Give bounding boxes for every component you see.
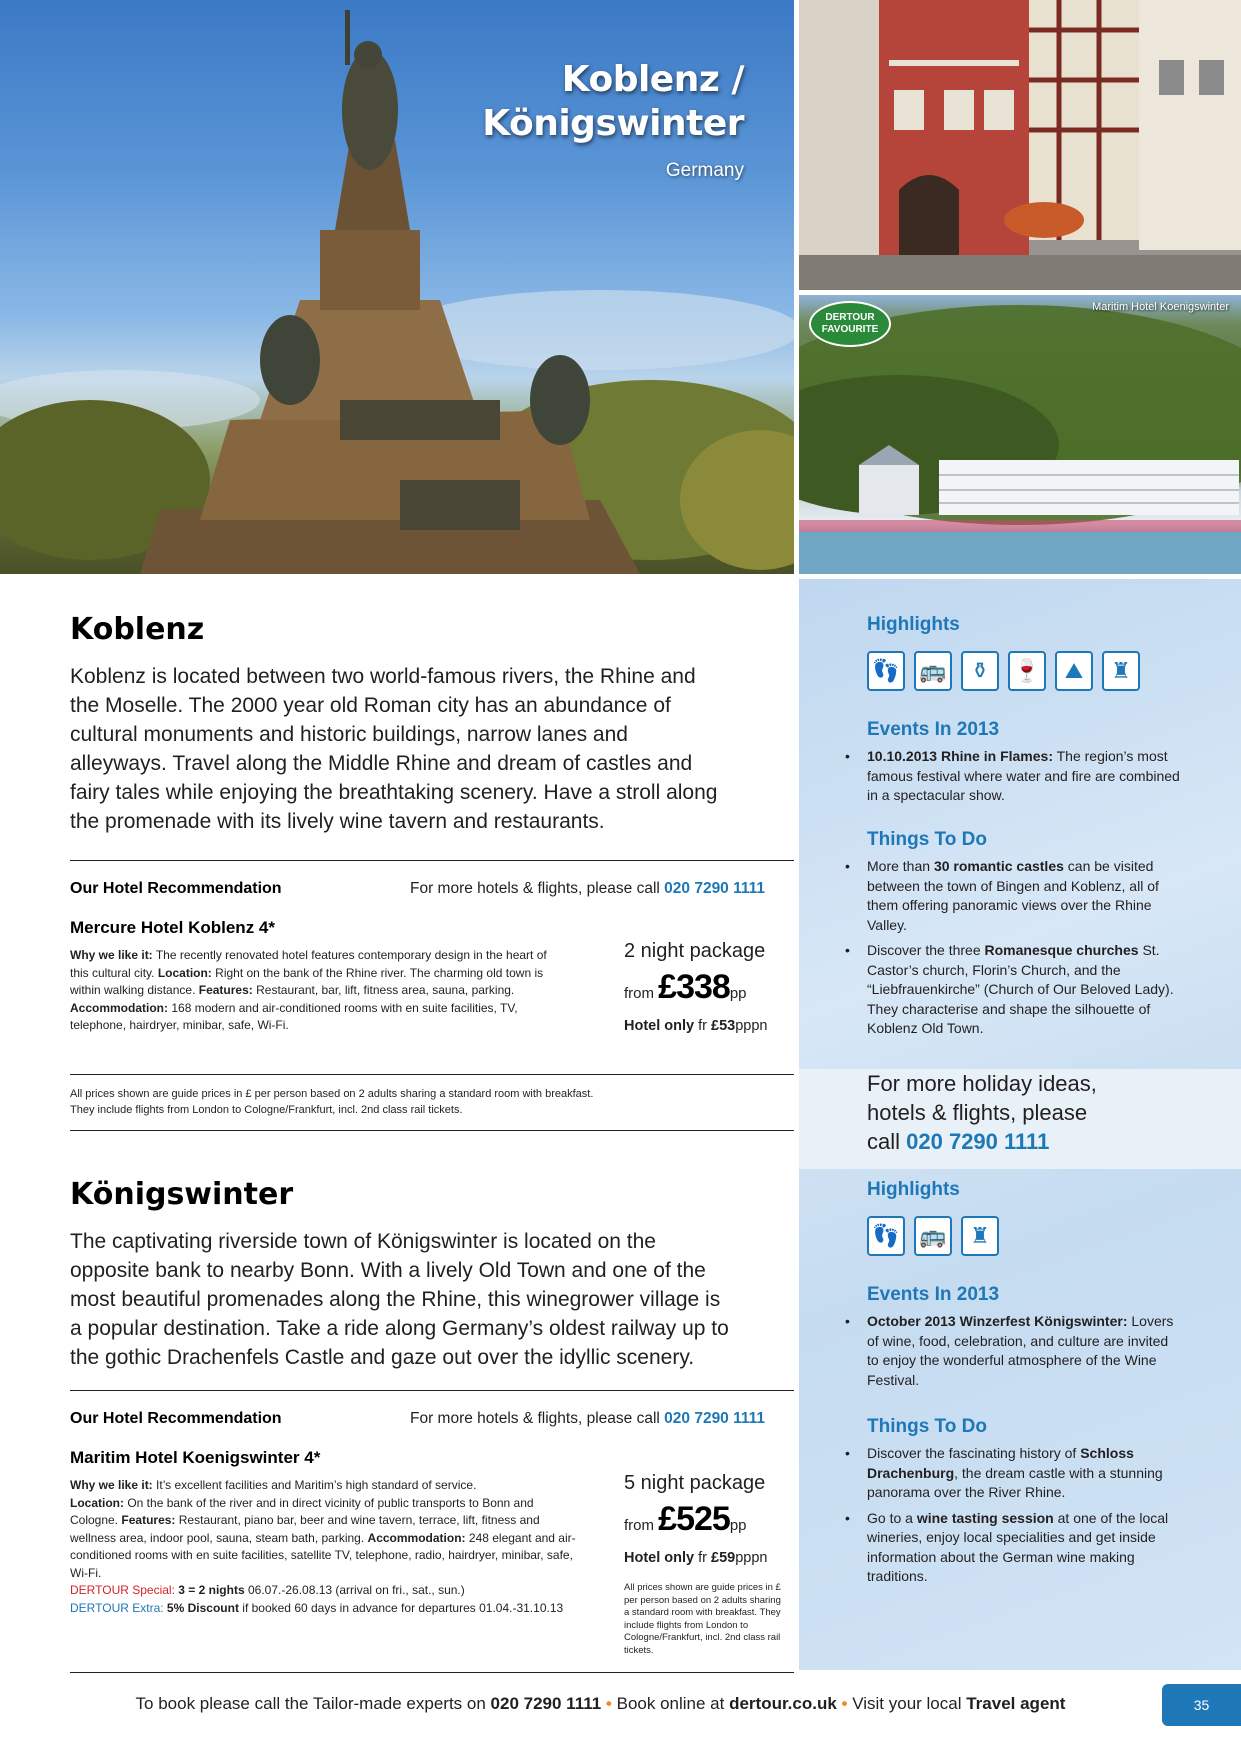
walking-icon: 👣 xyxy=(867,651,905,691)
todo-text: at one of the local wineries, enjoy local specialities and get inside information about the German wine making traditions. xyxy=(867,1509,1169,1584)
things-to-do-list-koenigswinter xyxy=(867,1444,1182,1593)
accommodation-text: 168 modern and air-conditioned rooms with en suite facilities, TV, telephone, hairdryer, minibar, safe, Wi-Fi. xyxy=(70,1000,518,1032)
features-text: Restaurant, bar, lift, fitness area, sauna, parking. xyxy=(256,983,515,997)
footer-website-link[interactable]: dertour.co.uk xyxy=(729,1694,837,1713)
footer xyxy=(0,1694,1241,1714)
fine-print-koblenz xyxy=(70,1087,593,1118)
page-number: 35 xyxy=(1162,1684,1241,1726)
call-phone[interactable]: 020 7290 1111 xyxy=(664,880,766,897)
todo-bold: Romanesque churches xyxy=(984,942,1139,958)
footer-agent: Travel agent xyxy=(966,1694,1066,1713)
extra-bold: 5% Discount xyxy=(166,1600,239,1615)
todo-pre: Go to a xyxy=(867,1509,913,1526)
title-line-koenigswinter: Königswinter xyxy=(482,103,744,144)
hotel-only-value: £53 xyxy=(711,1018,736,1034)
location-text: On the bank of the river and in direct vicinity of public transports to Bonn and Cologne. xyxy=(70,1495,534,1527)
price-unit: pp xyxy=(729,1517,747,1534)
bus-tour-icon: 🚌 xyxy=(914,651,952,691)
why-text: It’s excellent facilities and Maritim’s high standard of service. xyxy=(156,1478,477,1492)
things-to-do-list-koblenz xyxy=(867,857,1182,1045)
todo-pre: More than xyxy=(867,858,931,874)
hotel-only-price xyxy=(624,1550,767,1566)
hero-photo-maritim-hotel xyxy=(799,295,1241,574)
todo-bold: 30 romantic castles xyxy=(933,858,1064,874)
hotel-recommendation-call xyxy=(410,880,765,898)
more-line-1: For more holiday ideas, xyxy=(867,1071,1097,1096)
things-to-do-heading: Things To Do xyxy=(867,1416,987,1437)
bullet-separator: • xyxy=(605,1694,612,1713)
divider xyxy=(70,1130,794,1131)
hotel-description-koenigswinter xyxy=(70,1477,580,1617)
section-title-koblenz: Koblenz xyxy=(70,612,205,647)
event-text: Lovers of wine, food, celebration, and culture are invited to enjoy the wonderful atmosphere of the Wine Festival. xyxy=(867,1313,1174,1388)
call-text: For more hotels & flights, please call xyxy=(410,880,660,897)
todo-text: can be visited between the town of Bingen and Koblenz, all of them offering panoramic views over the Rhine Valley. xyxy=(867,858,1159,933)
bus-tour-icon: 🚌 xyxy=(914,1216,952,1256)
footer-text-1: To book please call the Tailor-made experts on xyxy=(135,1694,486,1713)
more-call-label: call xyxy=(867,1129,901,1154)
accommodation-label: Accommodation: xyxy=(367,1530,466,1545)
list-item xyxy=(867,747,1182,806)
location-label: Location: xyxy=(70,1495,124,1510)
events-heading: Events In 2013 xyxy=(867,1284,1000,1305)
more-line-2: hotels & flights, please xyxy=(867,1100,1088,1125)
event-title: 10.10.2013 Rhine in Flames: xyxy=(867,748,1053,764)
todo-pre: Discover the three xyxy=(867,942,981,958)
event-text: The region’s most famous festival where water and fire are combined in a spectacular show. xyxy=(867,748,1180,803)
section-body-koblenz: Koblenz is located between two world-famous rivers, the Rhine and the Moselle. The 2000 year old Roman city has an abundance of cultural monuments and historic buildings, narrow lanes and alleyways. Travel along the Middle Rhine and dream of castles and fairy tales while enjoying the breathtaking scenery. Have a stroll along the promenade with its lively wine tavern and restaurants. xyxy=(70,665,718,833)
package-price xyxy=(624,1500,747,1539)
hotel-description-koblenz xyxy=(70,947,560,1035)
more-line-3 xyxy=(867,1127,1097,1156)
country-label: Germany xyxy=(665,160,744,181)
price-value: £525 xyxy=(658,1500,730,1538)
hero-photo-town-square xyxy=(799,0,1241,290)
extra-label: DERTOUR Extra: xyxy=(70,1600,164,1615)
hotel-only-unit: pppn xyxy=(735,1018,768,1034)
divider xyxy=(70,1672,794,1673)
list-item xyxy=(867,857,1182,935)
events-list-koenigswinter xyxy=(867,1312,1182,1396)
accommodation-text: 248 elegant and air-conditioned rooms with en suite facilities, satellite TV, telephone, radio, hairdryer, minibar, safe, Wi-Fi. xyxy=(70,1530,576,1580)
hotel-recommendation-call xyxy=(410,1410,765,1428)
package-price xyxy=(624,968,747,1007)
landscape-icon: ⛰ xyxy=(1055,651,1093,691)
list-item xyxy=(867,1509,1182,1587)
title-line-koblenz: Koblenz / xyxy=(561,59,744,100)
list-item xyxy=(867,1444,1182,1503)
hotel-only-value: £59 xyxy=(711,1550,736,1566)
divider xyxy=(70,1074,794,1075)
events-heading: Events In 2013 xyxy=(867,719,1000,740)
more-phone[interactable]: 020 7290 1111 xyxy=(906,1129,1050,1154)
accommodation-label: Accommodation: xyxy=(70,1000,169,1015)
features-label: Features: xyxy=(198,983,253,997)
divider xyxy=(70,1390,794,1391)
walking-icon: 👣 xyxy=(867,1216,905,1256)
castle-icon: ♜ xyxy=(961,1216,999,1256)
bullet-separator: • xyxy=(841,1694,848,1713)
price-value: £338 xyxy=(658,968,730,1006)
town-square-illustration xyxy=(799,0,1241,290)
special-text: 06.07.-26.08.13 (arrival on fri., sat., sun.) xyxy=(247,1583,465,1597)
highlights-heading: Highlights xyxy=(867,1179,960,1200)
why-label: Why we like it: xyxy=(70,948,153,962)
castle-icon: ♜ xyxy=(1102,651,1140,691)
todo-bold: wine tasting session xyxy=(916,1509,1054,1526)
hero-photo-monument xyxy=(0,0,794,574)
photo-caption: Maritim Hotel Koenigswinter xyxy=(1092,301,1229,313)
from-label: from xyxy=(624,985,654,1002)
why-label: Why we like it: xyxy=(70,1478,153,1492)
list-item xyxy=(867,941,1182,1039)
hotel-recommendation-heading: Our Hotel Recommendation xyxy=(70,1410,282,1427)
more-ideas-text xyxy=(867,1069,1097,1156)
hotel-only-fr: fr xyxy=(698,1550,707,1566)
location-label: Location: xyxy=(157,965,212,980)
page-title xyxy=(482,58,744,146)
why-text: The recently renovated hotel features contemporary design in the heart of this cultural city. xyxy=(70,948,547,980)
hotel-only-label: Hotel only xyxy=(624,1018,695,1034)
highlights-icons-koenigswinter xyxy=(867,1216,999,1256)
special-label: DERTOUR Special: xyxy=(70,1583,175,1597)
todo-text: St. Castor’s church, Florin’s Church, and the “Liebfrauenkirche” (Church of Our Beloved Lady). They characterise and shape the silhouette of Koblenz Old Town. xyxy=(867,942,1174,1036)
location-text: Right on the bank of the Rhine river. The charming old town is within walking distance. xyxy=(70,965,544,997)
hotel-only-unit: pppn xyxy=(735,1550,768,1566)
section-body-koenigswinter: The captivating riverside town of Königswinter is located on the opposite bank to nearby Bonn. With a lively Old Town and one of the most beautiful promenades along the Rhine, this winegrower village is a popular destination. Take a ride along Germany’s oldest railway up to the gothic Drachenfels Castle and gaze out over the idyllic scenery. xyxy=(70,1230,729,1369)
extra-text: if booked 60 days in advance for departures 01.04.-31.10.13 xyxy=(242,1600,564,1615)
footer-text-3: Visit your local xyxy=(852,1694,962,1713)
todo-bold: Schloss Drachenburg xyxy=(867,1445,1134,1481)
sidebar xyxy=(799,579,1241,1670)
event-title: October 2013 Winzerfest Königswinter: xyxy=(867,1313,1128,1329)
fine-print-line-1: All prices shown are guide prices in £ per person based on 2 adults sharing a standard room with breakfast. xyxy=(70,1088,594,1100)
hotel-name-koenigswinter: Maritim Hotel Koenigswinter 4* xyxy=(70,1448,321,1467)
features-text: Restaurant, piano bar, beer and wine tavern, terrace, lift, fitness and wellness area, indoor pool, sauna, steam bath, parking. xyxy=(70,1513,540,1545)
package-label: 5 night package xyxy=(624,1472,766,1494)
special-bold: 3 = 2 nights xyxy=(178,1583,245,1597)
hotel-only-fr: fr xyxy=(698,1018,707,1034)
features-label: Features: xyxy=(121,1513,176,1527)
events-list-koblenz xyxy=(867,747,1182,812)
highlights-heading: Highlights xyxy=(867,614,960,635)
fine-print-koenigswinter: All prices shown are guide prices in £ per person based on 2 adults sharing a standard room with breakfast. They include flights from London to Cologne/Frankfurt, incl. 2nd class rail tickets. xyxy=(624,1582,781,1656)
vase-culture-icon: ⚱ xyxy=(961,651,999,691)
hotel-name-koblenz: Mercure Hotel Koblenz 4* xyxy=(70,918,275,937)
badge-line-1: DERTOUR xyxy=(825,312,875,323)
dertour-favourite-badge xyxy=(809,301,891,347)
highlights-icons-koblenz xyxy=(867,651,1140,691)
footer-text-2: Book online at xyxy=(616,1694,725,1713)
from-label: from xyxy=(624,1517,654,1534)
divider xyxy=(70,860,794,861)
package-label: 2 night package xyxy=(624,940,766,962)
fine-print-line-2: They include flights from London to Cologne/Frankfurt, incl. 2nd class rail tickets. xyxy=(70,1103,463,1116)
things-to-do-heading: Things To Do xyxy=(867,829,987,850)
todo-pre: Discover the fascinating history of xyxy=(867,1445,1077,1461)
list-item xyxy=(867,1312,1182,1390)
hotel-only-label: Hotel only xyxy=(624,1550,695,1566)
footer-phone[interactable]: 020 7290 1111 xyxy=(490,1694,602,1713)
section-title-koenigswinter: Königswinter xyxy=(70,1177,294,1212)
wine-icon: 🍷 xyxy=(1008,651,1046,691)
todo-text: , the dream castle with a stunning panorama over the River Rhine. xyxy=(867,1464,1163,1500)
badge-line-2: FAVOURITE xyxy=(821,324,879,335)
hotel-only-price xyxy=(624,1018,767,1034)
hotel-recommendation-heading: Our Hotel Recommendation xyxy=(70,880,282,897)
call-phone[interactable]: 020 7290 1111 xyxy=(664,1410,766,1427)
call-text: For more hotels & flights, please call xyxy=(410,1410,660,1427)
price-unit: pp xyxy=(729,985,747,1002)
